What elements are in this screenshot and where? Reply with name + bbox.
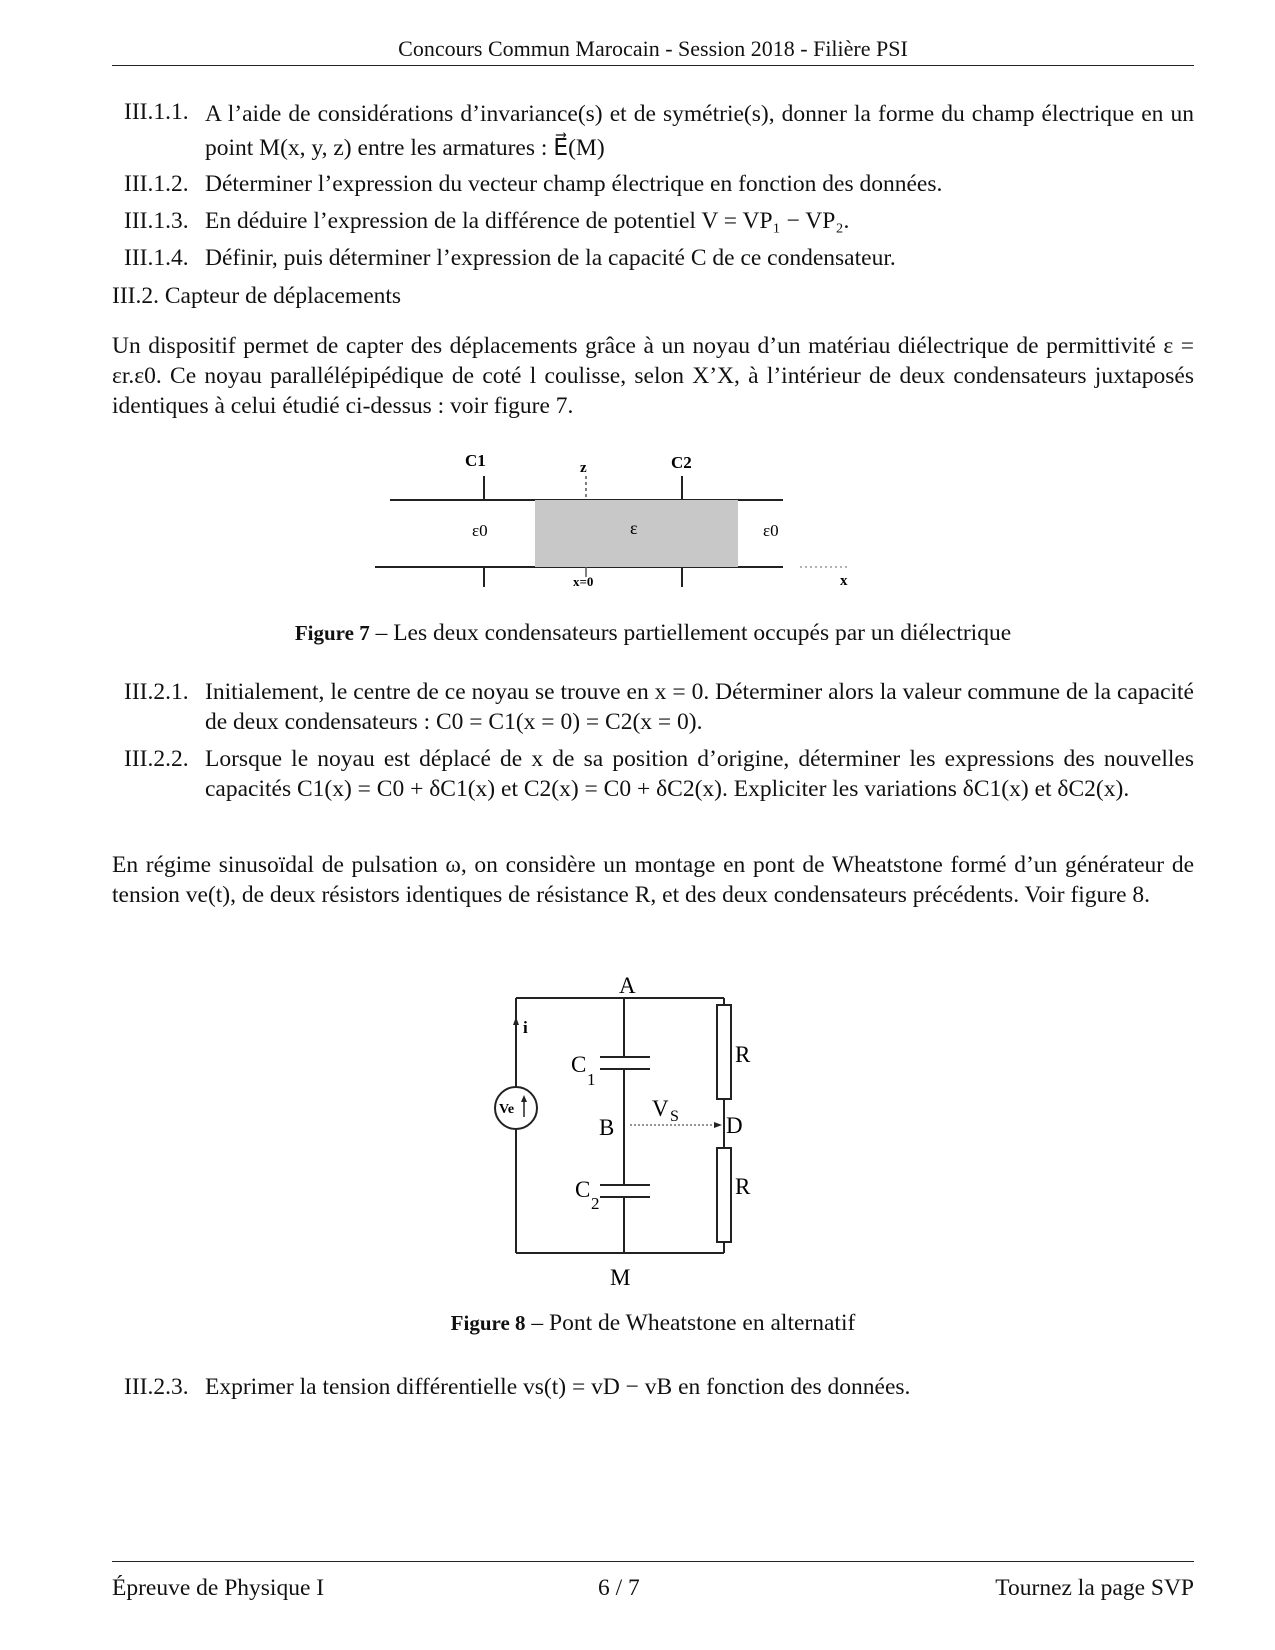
- label-vs: V: [652, 1096, 669, 1121]
- question-text: Lorsque le noyau est déplacé de x de sa position d’origine, déterminer les expressions des nouvelles capacités C1(x) = C0 + δC1(x) et C2(x) = C0 + δC2(x). Expliciter les variations δC1(x) et δC2(x).: [205, 746, 1194, 802]
- question-number: III.1.2.: [124, 171, 189, 197]
- question-III-2-2: [124, 744, 1194, 804]
- footer-right: Tournez la page SVP: [995, 1575, 1194, 1601]
- footer-rule: [112, 1561, 1194, 1562]
- question-III-2-3: [124, 1372, 1194, 1402]
- figure-8-caption: [112, 1310, 1194, 1337]
- label-eps0-left: ε0: [472, 521, 488, 540]
- label-c1: C1: [465, 451, 486, 470]
- question-number: III.1.4.: [124, 245, 189, 271]
- figure-7-diagram: [370, 440, 870, 600]
- question-text: A l’aide de considérations d’invariance(s) et de symétrie(s), donner la forme du champ électrique en un point M(x, y, z) entre les armatures : E⃗(M): [205, 101, 1194, 161]
- question-text: Initialement, le centre de ce noyau se trouve en x = 0. Déterminer alors la valeur commune de la capacité de deux condensateurs : C0 = C1(x = 0) = C2(x = 0).: [205, 679, 1194, 735]
- label-x: x: [840, 573, 848, 589]
- paragraph-bridge: En régime sinusoïdal de pulsation ω, on considère un montage en pont de Wheatstone formé d’un générateur de tension ve(t), de deux résistors identiques de résistance R, et des deux condensateurs précédents. Voir figure 8.: [112, 852, 1194, 908]
- label-r2: R: [735, 1174, 751, 1199]
- node-d: D: [726, 1113, 743, 1138]
- label-eps: ε: [630, 518, 638, 538]
- label-c2: C2: [671, 453, 692, 472]
- question-text: Définir, puis déterminer l’expression de la capacité C de ce condensateur.: [205, 245, 896, 271]
- node-a: A: [619, 973, 636, 998]
- section-title: III.2. Capteur de déplacements: [112, 283, 402, 309]
- question-number: III.2.3.: [124, 1374, 189, 1400]
- label-eps0-right: ε0: [763, 521, 779, 540]
- question-number: III.2.2.: [124, 746, 189, 772]
- figure-7-caption-text: – Les deux condensateurs partiellement occupés par un diélectrique: [369, 620, 1012, 646]
- label-x0: x=0: [573, 574, 594, 589]
- question-text: En déduire l’expression de la différence de potentiel V = VP₁ − VP₂.: [205, 208, 850, 234]
- footer-page-number: 6 / 7: [598, 1575, 640, 1601]
- node-b: B: [599, 1115, 615, 1140]
- paragraph-intro: Un dispositif permet de capter des déplacements grâce à un noyau d’un matériau diélectrique de permittivité ε = εr.ε0. Ce noyau parallélépipédique de coté l coulisse, selon X’X, à l’intérieur de deux condensateurs juxtaposés identiques à celui étudié ci-dessus : voir figure 7.: [112, 333, 1194, 419]
- question-III-1-2: [124, 169, 1194, 199]
- label-c2: C: [575, 1177, 591, 1202]
- figure-8-caption-text: – Pont de Wheatstone en alternatif: [525, 1310, 856, 1336]
- question-number: III.1.1.: [124, 99, 189, 125]
- label-c1-sub: 1: [587, 1070, 596, 1089]
- header-rule: [112, 65, 1194, 66]
- question-III-1-3: [124, 206, 1194, 236]
- figure-7-caption-label: Figure 7: [294, 621, 370, 645]
- vs-arrow-head: [714, 1122, 722, 1128]
- figure-7-caption: [112, 620, 1194, 647]
- footer-left: Épreuve de Physique I: [112, 1575, 325, 1601]
- question-text: Exprimer la tension différentielle vs(t) = vD − vB en fonction des données.: [205, 1374, 911, 1400]
- figure-8-caption-label: Figure 8: [450, 1311, 526, 1335]
- generator-arrow-head: [521, 1095, 527, 1102]
- question-text: Déterminer l’expression du vecteur champ électrique en fonction des données.: [205, 171, 943, 197]
- label-c1: C: [571, 1052, 587, 1077]
- label-c2-sub: 2: [591, 1194, 600, 1213]
- label-ve: Ve: [499, 1102, 515, 1117]
- page-header: Concours Commun Marocain - Session 2018 - Filière PSI: [398, 36, 908, 61]
- figure-8-circuit: [480, 965, 800, 1300]
- label-current: i: [523, 1018, 528, 1037]
- current-arrow-icon: [513, 1017, 519, 1025]
- question-number: III.2.1.: [124, 679, 189, 705]
- resistor-r2: [717, 1148, 731, 1242]
- label-r1: R: [735, 1042, 751, 1067]
- resistor-r1: [717, 1005, 731, 1099]
- question-III-2-1: [124, 677, 1194, 737]
- question-III-1-1: [124, 97, 1194, 165]
- question-number: III.1.3.: [124, 208, 189, 234]
- label-vs-sub: S: [670, 1108, 679, 1125]
- node-m: M: [610, 1265, 631, 1290]
- label-z: z: [580, 460, 587, 476]
- question-III-1-4: [124, 243, 1194, 273]
